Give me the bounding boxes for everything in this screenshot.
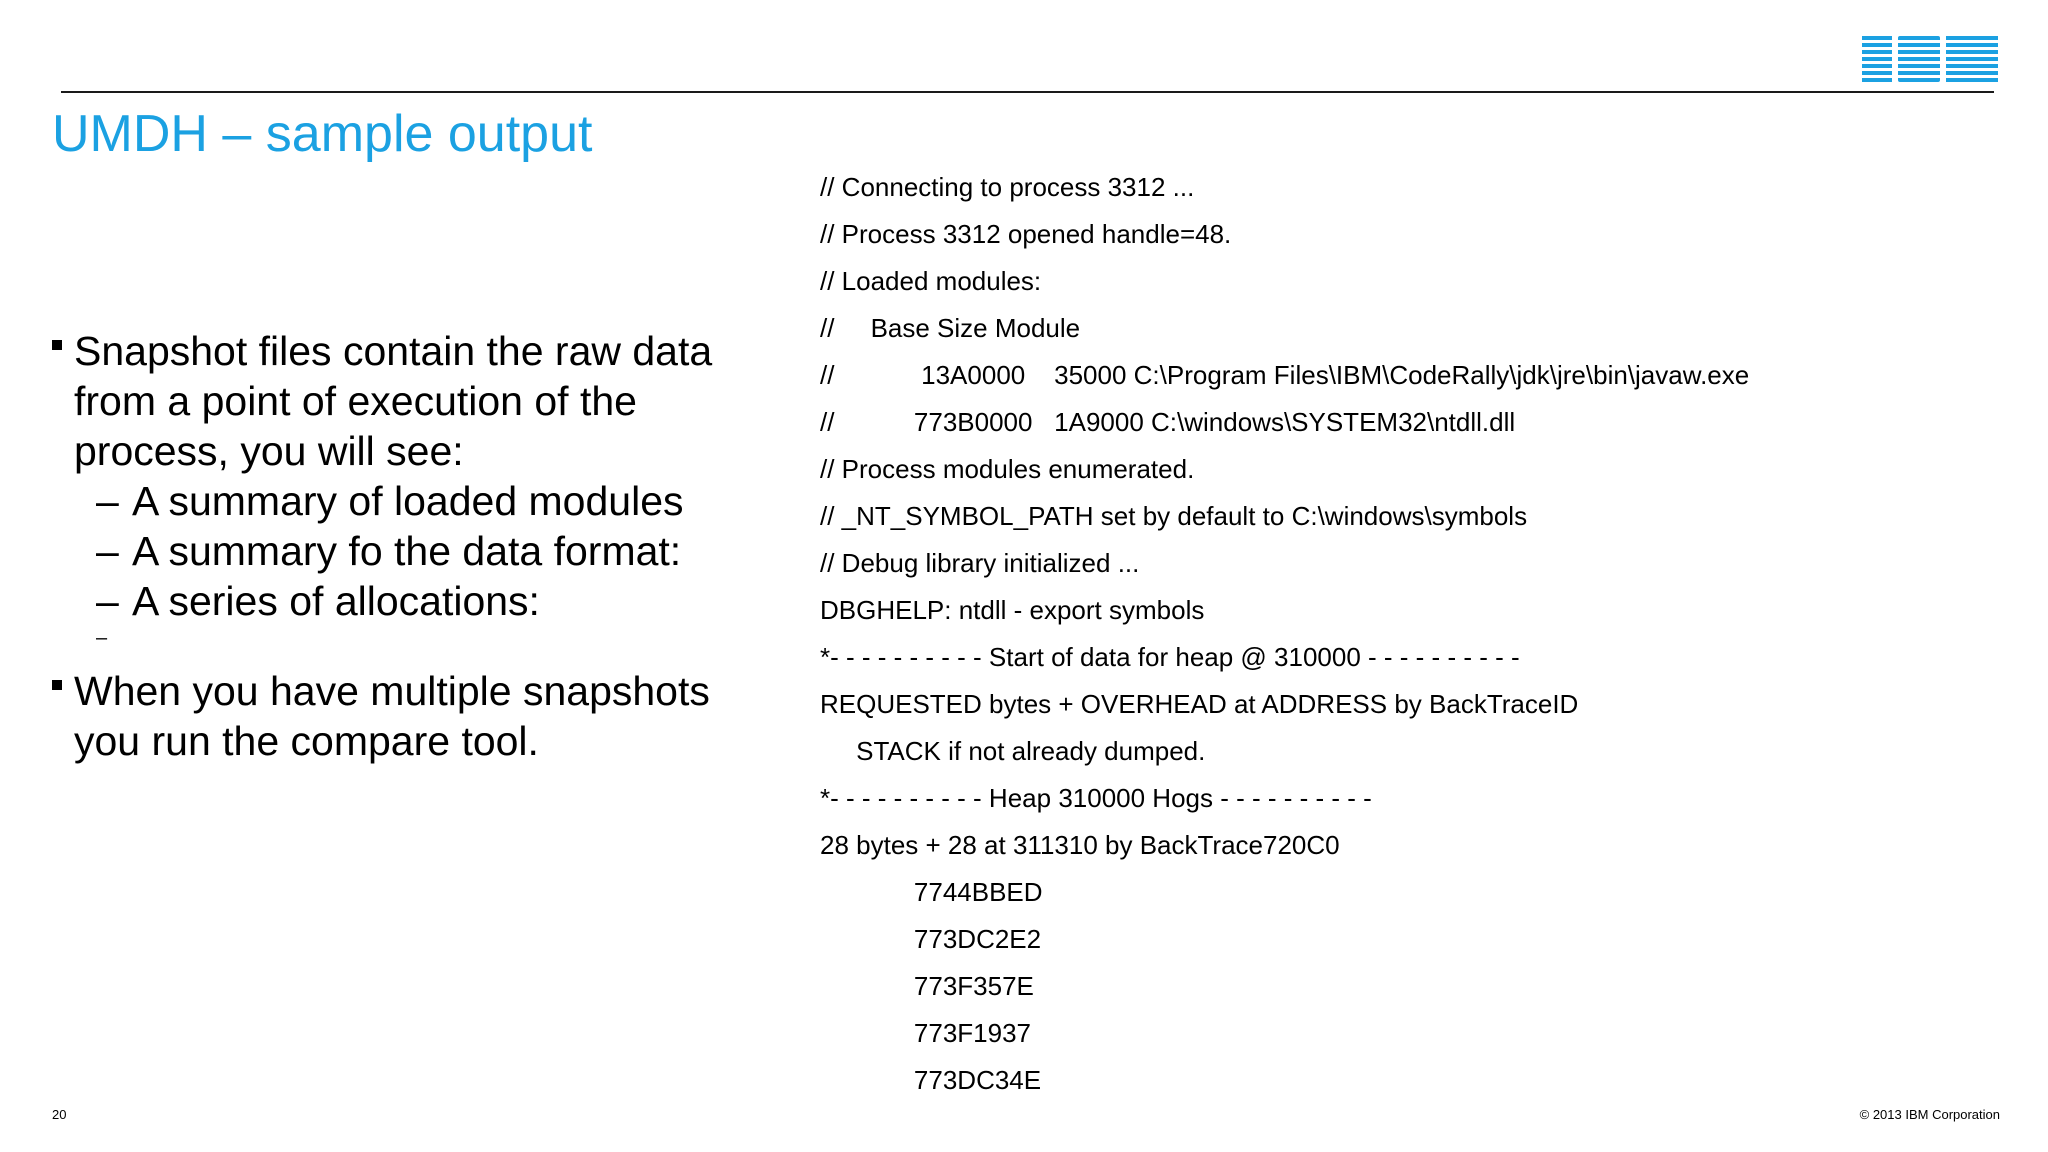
output-line: 28 bytes + 28 at 311310 by BackTrace720C0 xyxy=(820,830,1340,860)
output-line: 773DC34E xyxy=(820,1065,1042,1095)
bullet-text: Snapshot files contain the raw data from a point of execution of the process, you will see: xyxy=(74,328,713,474)
bullet-item xyxy=(52,326,772,476)
output-line: *- - - - - - - - - - Start of data for heap @ 310000 - - - - - - - - - - xyxy=(820,642,1520,672)
square-bullet-icon xyxy=(52,340,62,350)
output-line: DBGHELP: ntdll - export symbols xyxy=(820,595,1205,625)
output-line: // _NT_SYMBOL_PATH set by default to C:\windows\symbols xyxy=(820,501,1528,531)
sub-bullet-item xyxy=(52,526,772,576)
empty-sub-bullet xyxy=(52,626,772,666)
output-line: *- - - - - - - - - - Heap 310000 Hogs - - - - - - - - - - xyxy=(820,783,1372,813)
output-line: // 773B0000 1A9000 C:\windows\SYSTEM32\ntdll.dll xyxy=(820,407,1516,437)
dash-icon: – xyxy=(96,627,108,649)
bullet-list xyxy=(52,326,772,766)
output-line: // Process 3312 opened handle=48. xyxy=(820,219,1232,249)
header-rule xyxy=(61,91,1994,93)
output-line: 773DC2E2 xyxy=(820,924,1042,954)
output-line: // Connecting to process 3312 ... xyxy=(820,172,1195,202)
square-bullet-icon xyxy=(52,680,62,690)
slide-title: UMDH – sample output xyxy=(52,105,593,163)
output-line: 7744BBED xyxy=(820,877,1043,907)
sub-bullet-item xyxy=(52,576,772,626)
output-line: // Debug library initialized ... xyxy=(820,548,1140,578)
bullet-text: When you have multiple snapshots you run the compare tool. xyxy=(74,668,710,764)
ibm-logo xyxy=(1862,36,1998,82)
output-line: REQUESTED bytes + OVERHEAD at ADDRESS by BackTraceID xyxy=(820,689,1579,719)
output-line: // 13A0000 35000 C:\Program Files\IBM\CodeRally\jdk\jre\bin\javaw.exe xyxy=(820,360,1750,390)
sub-bullet-text: A summary of loaded modules xyxy=(132,478,684,524)
sub-bullet-text: A series of allocations: xyxy=(132,578,540,624)
copyright-notice: © 2013 IBM Corporation xyxy=(1859,1107,2000,1122)
output-line: STACK if not already dumped. xyxy=(820,736,1206,766)
output-line: // Loaded modules: xyxy=(820,266,1042,296)
dash-icon: – xyxy=(96,478,119,524)
page-number: 20 xyxy=(52,1107,67,1122)
sub-bullet-text: A summary fo the data format: xyxy=(132,528,682,574)
bullet-item xyxy=(52,666,772,766)
output-line: 773F357E xyxy=(820,971,1034,1001)
output-line: // Process modules enumerated. xyxy=(820,454,1195,484)
sample-output-block xyxy=(820,164,2000,1104)
output-line: 773F1937 xyxy=(820,1018,1032,1048)
dash-icon: – xyxy=(96,528,119,574)
dash-icon: – xyxy=(96,578,119,624)
sub-bullet-item xyxy=(52,476,772,526)
output-line: // Base Size Module xyxy=(820,313,1081,343)
